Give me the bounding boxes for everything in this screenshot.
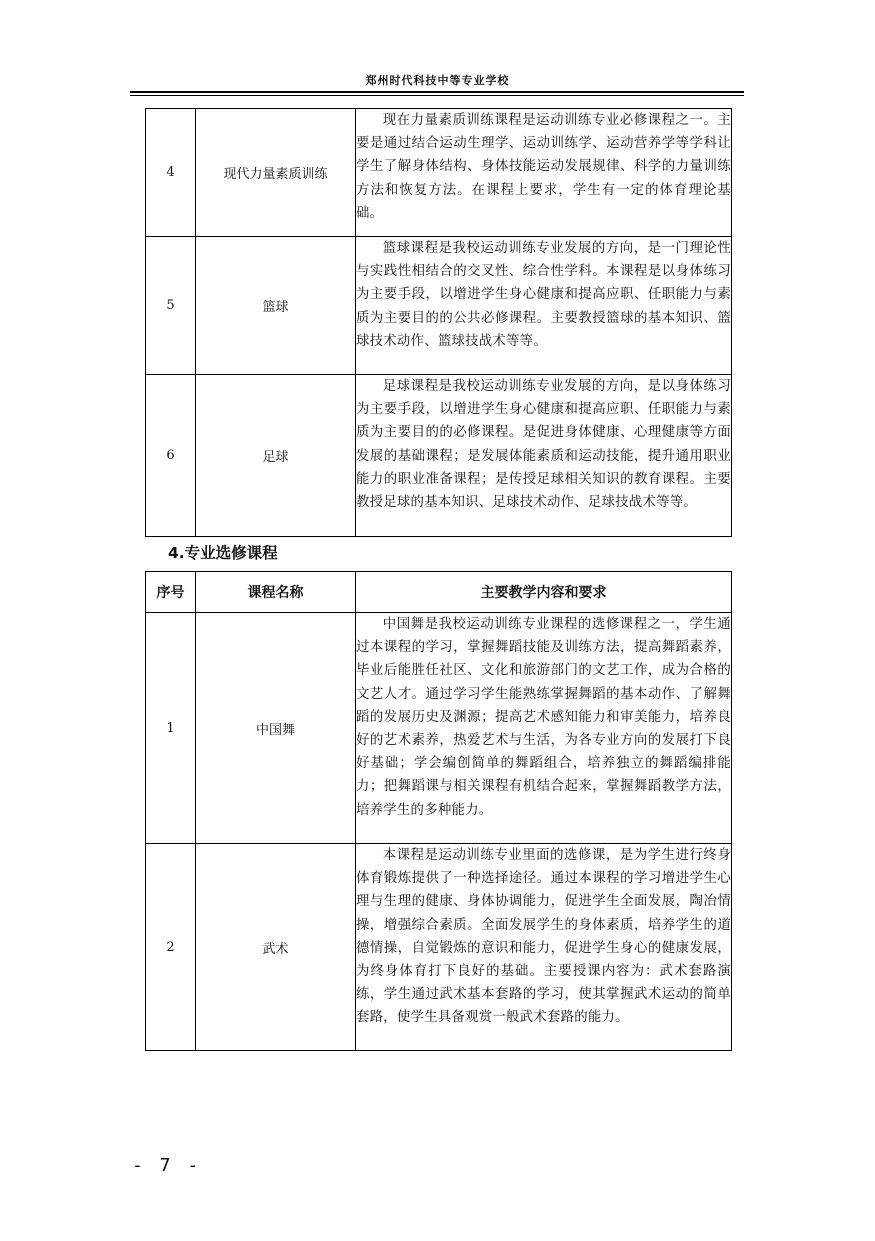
course-number: 6 xyxy=(146,375,196,537)
course-number: 5 xyxy=(146,237,196,375)
course-number: 4 xyxy=(146,109,196,237)
header-school-name: 郑州时代科技中等专业学校 xyxy=(365,74,510,87)
header-rule xyxy=(130,91,744,93)
course-description: 本课程是运动训练专业里面的选修课，是为学生进行终身体育锻炼提供了一种选择途径。通过本课程的学习增进学生心理与生理的健康、身体协调能力，促进学生全面发展，陶冶情操，增强综合素质。全面发展学生的身体素质，培养学生的道德情操，自觉锻炼的意识和能力，促进学生身心的健康发展，为终身体育打下良好的基础。主要授课内容为：武术套路演练，学生通过武术基本套路的学习，使其掌握武术运动的简单套路，使学生具备观赏一般武术套路的能力。 xyxy=(356,844,732,1051)
header-course-content: 主要教学内容和要求 xyxy=(356,572,732,613)
elective-course-table xyxy=(145,571,732,1051)
header-rule-thin xyxy=(130,95,744,96)
course-number: 1 xyxy=(146,613,196,844)
course-name: 篮球 xyxy=(196,237,356,375)
section-title: 4.专业选修课程 xyxy=(168,544,278,562)
page-number: - 7 - xyxy=(132,1155,202,1176)
course-description: 篮球课程是我校运动训练专业发展的方向，是一门理论性与实践性相结合的交叉性、综合性学科。本课程是以身体练习为主要手段，以增进学生身心健康和提高应职、任职能力与素质为主要目的的公共必修课程。主要教授篮球的基本知识、篮球技术动作、篮球技战术等等。 xyxy=(356,237,732,375)
header-course-name: 课程名称 xyxy=(196,572,356,613)
table-header-row xyxy=(146,572,732,613)
course-description: 现在力量素质训练课程是运动训练专业必修课程之一。主要是通过结合运动生理学、运动训练学、运动营养学等学科让学生了解身体结构、身体技能运动发展规律、科学的力量训练方法和恢复方法。在课程上要求，学生有一定的体育理论基础。 xyxy=(356,109,732,237)
course-description: 中国舞是我校运动训练专业课程的选修课程之一，学生通过本课程的学习，掌握舞蹈技能及训练方法，提高舞蹈素养，毕业后能胜任社区、文化和旅游部门的文艺工作，成为合格的文艺人才。通过学习学生能熟练掌握舞蹈的基本动作、了解舞蹈的发展历史及渊源；提高艺术感知能力和审美能力，培养良好的艺术素养，热爱艺术与生活，为各专业方向的发展打下良好基础；学会编创简单的舞蹈组合，培养独立的舞蹈编排能力；把舞蹈课与相关课程有机结合起来，掌握舞蹈教学方法，培养学生的多种能力。 xyxy=(356,613,732,844)
course-name: 武术 xyxy=(196,844,356,1051)
course-name: 现代力量素质训练 xyxy=(196,109,356,237)
course-number: 2 xyxy=(146,844,196,1051)
table-row xyxy=(146,109,732,237)
table-row xyxy=(146,237,732,375)
table-row xyxy=(146,375,732,537)
table-row xyxy=(146,613,732,844)
course-name: 足球 xyxy=(196,375,356,537)
course-description: 足球课程是我校运动训练专业发展的方向，是以身体练习为主要手段，以增进学生身心健康和提高应职、任职能力与素质为主要目的的必修课程。是促进身体健康、心理健康等方面发展的基础课程；是发展体能素质和运动技能，提升通用职业能力的职业准备课程；是传授足球相关知识的教育课程。主要教授足球的基本知识、足球技术动作、足球技战术等等。 xyxy=(356,375,732,537)
course-table-continued xyxy=(145,108,732,537)
header-number: 序号 xyxy=(146,572,196,613)
course-name: 中国舞 xyxy=(196,613,356,844)
table-row xyxy=(146,844,732,1051)
